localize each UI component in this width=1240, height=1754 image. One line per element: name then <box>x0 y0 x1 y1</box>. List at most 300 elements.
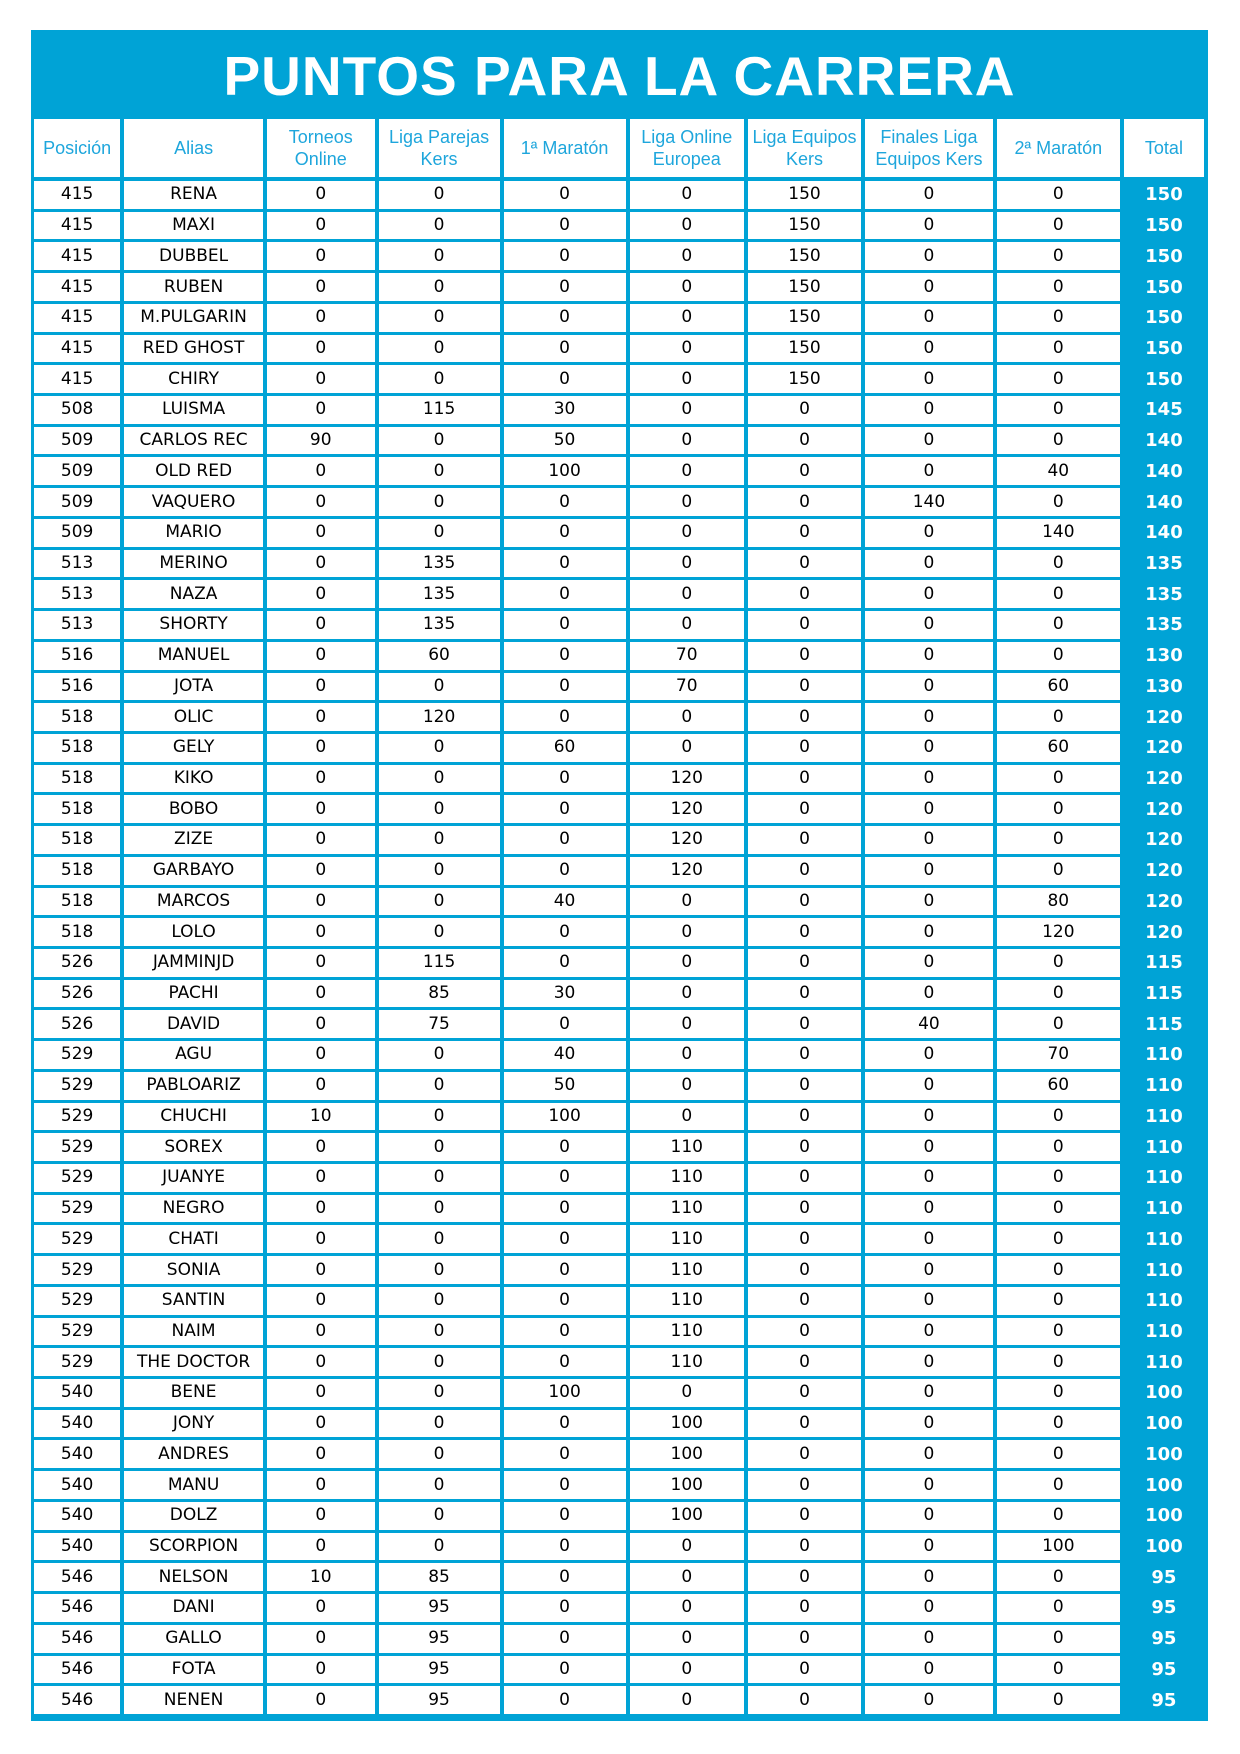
cell-alias: MANUEL <box>120 642 263 673</box>
cell-alias: NENEN <box>120 1686 263 1717</box>
cell-finales-liga-equipos-kers: 0 <box>861 396 993 427</box>
cell-alias: VAQUERO <box>120 488 263 519</box>
col-header-liga-equipos-kers: Liga Equipos Kers <box>744 119 861 181</box>
cell-posicion: 529 <box>34 1072 120 1103</box>
cell-alias: MARIO <box>120 519 263 550</box>
cell-maraton-1: 50 <box>500 427 626 458</box>
table-row <box>34 734 1204 765</box>
table-row <box>34 980 1204 1011</box>
cell-liga-online-europea: 0 <box>626 1010 744 1041</box>
cell-torneos-online: 0 <box>263 1164 375 1195</box>
cell-liga-equipos-kers: 0 <box>744 580 861 611</box>
cell-torneos-online: 0 <box>263 1010 375 1041</box>
cell-liga-parejas-kers: 0 <box>375 488 500 519</box>
cell-posicion: 516 <box>34 642 120 673</box>
cell-liga-parejas-kers: 95 <box>375 1656 500 1687</box>
cell-finales-liga-equipos-kers: 0 <box>861 1471 993 1502</box>
cell-liga-equipos-kers: 0 <box>744 519 861 550</box>
cell-torneos-online: 0 <box>263 949 375 980</box>
cell-finales-liga-equipos-kers: 0 <box>861 1379 993 1410</box>
cell-alias: BOBO <box>120 795 263 826</box>
table-row <box>34 1594 1204 1625</box>
table-row <box>34 181 1204 212</box>
table-row <box>34 519 1204 550</box>
cell-liga-online-europea: 0 <box>626 550 744 581</box>
cell-liga-parejas-kers: 0 <box>375 765 500 796</box>
cell-total: 135 <box>1120 580 1204 611</box>
table-row <box>34 703 1204 734</box>
cell-liga-equipos-kers: 0 <box>744 1318 861 1349</box>
cell-maraton-1: 0 <box>500 550 626 581</box>
cell-torneos-online: 0 <box>263 888 375 919</box>
cell-torneos-online: 0 <box>263 826 375 857</box>
cell-maraton-1: 0 <box>500 949 626 980</box>
cell-maraton-1: 30 <box>500 980 626 1011</box>
cell-torneos-online: 0 <box>263 1502 375 1533</box>
cell-finales-liga-equipos-kers: 0 <box>861 1686 993 1717</box>
cell-alias: MERINO <box>120 550 263 581</box>
cell-liga-equipos-kers: 0 <box>744 1103 861 1134</box>
cell-liga-equipos-kers: 0 <box>744 1072 861 1103</box>
cell-liga-equipos-kers: 0 <box>744 673 861 704</box>
cell-liga-equipos-kers: 0 <box>744 703 861 734</box>
cell-finales-liga-equipos-kers: 0 <box>861 1533 993 1564</box>
cell-alias: SOREX <box>120 1133 263 1164</box>
cell-maraton-2: 0 <box>993 427 1120 458</box>
cell-alias: SONIA <box>120 1256 263 1287</box>
cell-finales-liga-equipos-kers: 0 <box>861 580 993 611</box>
cell-liga-equipos-kers: 0 <box>744 427 861 458</box>
cell-liga-parejas-kers: 120 <box>375 703 500 734</box>
cell-liga-parejas-kers: 0 <box>375 1471 500 1502</box>
cell-total: 135 <box>1120 550 1204 581</box>
cell-posicion: 509 <box>34 427 120 458</box>
cell-liga-equipos-kers: 150 <box>744 335 861 366</box>
cell-alias: RED GHOST <box>120 335 263 366</box>
cell-liga-online-europea: 0 <box>626 519 744 550</box>
cell-finales-liga-equipos-kers: 0 <box>861 550 993 581</box>
cell-maraton-2: 0 <box>993 396 1120 427</box>
cell-liga-online-europea: 0 <box>626 1533 744 1564</box>
cell-total: 110 <box>1120 1225 1204 1256</box>
cell-maraton-2: 0 <box>993 1410 1120 1441</box>
cell-posicion: 526 <box>34 980 120 1011</box>
table-row <box>34 335 1204 366</box>
cell-liga-equipos-kers: 0 <box>744 1533 861 1564</box>
cell-total: 150 <box>1120 181 1204 212</box>
cell-liga-parejas-kers: 0 <box>375 1164 500 1195</box>
cell-total: 115 <box>1120 980 1204 1011</box>
cell-maraton-2: 140 <box>993 519 1120 550</box>
cell-maraton-1: 0 <box>500 1225 626 1256</box>
cell-total: 110 <box>1120 1348 1204 1379</box>
cell-finales-liga-equipos-kers: 0 <box>861 1287 993 1318</box>
table-row <box>34 1348 1204 1379</box>
cell-liga-parejas-kers: 0 <box>375 795 500 826</box>
cell-finales-liga-equipos-kers: 0 <box>861 642 993 673</box>
cell-total: 120 <box>1120 703 1204 734</box>
cell-total: 150 <box>1120 242 1204 273</box>
cell-maraton-2: 0 <box>993 642 1120 673</box>
cell-total: 110 <box>1120 1072 1204 1103</box>
cell-torneos-online: 0 <box>263 181 375 212</box>
cell-torneos-online: 0 <box>263 1379 375 1410</box>
cell-finales-liga-equipos-kers: 0 <box>861 1133 993 1164</box>
cell-maraton-2: 0 <box>993 611 1120 642</box>
cell-total: 95 <box>1120 1625 1204 1656</box>
cell-finales-liga-equipos-kers: 0 <box>861 242 993 273</box>
header-row <box>34 119 1204 181</box>
cell-finales-liga-equipos-kers: 0 <box>861 611 993 642</box>
cell-liga-parejas-kers: 0 <box>375 181 500 212</box>
cell-posicion: 518 <box>34 703 120 734</box>
cell-liga-equipos-kers: 0 <box>744 734 861 765</box>
cell-liga-online-europea: 0 <box>626 457 744 488</box>
cell-finales-liga-equipos-kers: 0 <box>861 918 993 949</box>
cell-posicion: 540 <box>34 1471 120 1502</box>
cell-finales-liga-equipos-kers: 0 <box>861 212 993 243</box>
cell-posicion: 529 <box>34 1195 120 1226</box>
cell-posicion: 509 <box>34 457 120 488</box>
cell-alias: JAMMINJD <box>120 949 263 980</box>
table-row <box>34 1010 1204 1041</box>
cell-liga-online-europea: 100 <box>626 1410 744 1441</box>
cell-liga-parejas-kers: 0 <box>375 826 500 857</box>
cell-torneos-online: 0 <box>263 550 375 581</box>
table-row <box>34 765 1204 796</box>
cell-total: 110 <box>1120 1133 1204 1164</box>
col-header-liga-online-europea: Liga Online Europea <box>626 119 744 181</box>
cell-torneos-online: 0 <box>263 1533 375 1564</box>
cell-liga-parejas-kers: 135 <box>375 611 500 642</box>
table-row <box>34 1195 1204 1226</box>
cell-liga-parejas-kers: 95 <box>375 1594 500 1625</box>
cell-torneos-online: 0 <box>263 1686 375 1717</box>
cell-posicion: 518 <box>34 795 120 826</box>
cell-liga-equipos-kers: 0 <box>744 1594 861 1625</box>
cell-maraton-1: 0 <box>500 365 626 396</box>
cell-liga-online-europea: 100 <box>626 1440 744 1471</box>
cell-liga-equipos-kers: 0 <box>744 611 861 642</box>
cell-maraton-1: 0 <box>500 1348 626 1379</box>
cell-liga-equipos-kers: 150 <box>744 273 861 304</box>
col-header-liga-parejas-kers: Liga Parejas Kers <box>375 119 500 181</box>
cell-torneos-online: 0 <box>263 396 375 427</box>
cell-posicion: 529 <box>34 1348 120 1379</box>
table-row <box>34 642 1204 673</box>
cell-maraton-1: 0 <box>500 181 626 212</box>
cell-torneos-online: 0 <box>263 1440 375 1471</box>
cell-liga-online-europea: 100 <box>626 1502 744 1533</box>
table-row <box>34 1225 1204 1256</box>
cell-total: 150 <box>1120 365 1204 396</box>
cell-liga-equipos-kers: 0 <box>744 1348 861 1379</box>
cell-maraton-2: 60 <box>993 734 1120 765</box>
cell-torneos-online: 0 <box>263 673 375 704</box>
cell-maraton-1: 0 <box>500 857 626 888</box>
table-row <box>34 212 1204 243</box>
cell-maraton-2: 0 <box>993 1563 1120 1594</box>
cell-finales-liga-equipos-kers: 0 <box>861 304 993 335</box>
cell-liga-equipos-kers: 0 <box>744 857 861 888</box>
cell-liga-equipos-kers: 0 <box>744 949 861 980</box>
cell-liga-online-europea: 70 <box>626 673 744 704</box>
cell-maraton-2: 0 <box>993 1256 1120 1287</box>
cell-posicion: 513 <box>34 580 120 611</box>
table-row <box>34 795 1204 826</box>
cell-maraton-2: 0 <box>993 1287 1120 1318</box>
cell-liga-online-europea: 100 <box>626 1471 744 1502</box>
cell-torneos-online: 0 <box>263 1656 375 1687</box>
cell-total: 140 <box>1120 519 1204 550</box>
cell-maraton-2: 0 <box>993 550 1120 581</box>
cell-maraton-1: 0 <box>500 1410 626 1441</box>
cell-alias: CHATI <box>120 1225 263 1256</box>
cell-torneos-online: 0 <box>263 519 375 550</box>
cell-total: 120 <box>1120 765 1204 796</box>
cell-maraton-2: 0 <box>993 488 1120 519</box>
cell-posicion: 509 <box>34 488 120 519</box>
cell-liga-parejas-kers: 115 <box>375 949 500 980</box>
cell-maraton-2: 0 <box>993 1164 1120 1195</box>
cell-liga-equipos-kers: 0 <box>744 1010 861 1041</box>
cell-liga-parejas-kers: 115 <box>375 396 500 427</box>
cell-finales-liga-equipos-kers: 0 <box>861 1348 993 1379</box>
cell-total: 110 <box>1120 1287 1204 1318</box>
cell-torneos-online: 0 <box>263 580 375 611</box>
cell-alias: FOTA <box>120 1656 263 1687</box>
cell-liga-online-europea: 110 <box>626 1348 744 1379</box>
cell-liga-parejas-kers: 0 <box>375 888 500 919</box>
cell-liga-online-europea: 110 <box>626 1133 744 1164</box>
cell-liga-parejas-kers: 85 <box>375 980 500 1011</box>
cell-liga-parejas-kers: 95 <box>375 1625 500 1656</box>
cell-total: 95 <box>1120 1563 1204 1594</box>
cell-liga-equipos-kers: 0 <box>744 1041 861 1072</box>
cell-maraton-2: 0 <box>993 1656 1120 1687</box>
cell-liga-equipos-kers: 150 <box>744 242 861 273</box>
cell-maraton-1: 0 <box>500 1287 626 1318</box>
table-row <box>34 396 1204 427</box>
cell-alias: CARLOS REC <box>120 427 263 458</box>
cell-liga-parejas-kers: 0 <box>375 1410 500 1441</box>
cell-maraton-1: 0 <box>500 1133 626 1164</box>
table-row <box>34 1379 1204 1410</box>
cell-liga-parejas-kers: 60 <box>375 642 500 673</box>
cell-alias: CHUCHI <box>120 1103 263 1134</box>
cell-liga-parejas-kers: 0 <box>375 1379 500 1410</box>
cell-liga-equipos-kers: 0 <box>744 765 861 796</box>
cell-alias: MAXI <box>120 212 263 243</box>
cell-liga-online-europea: 120 <box>626 857 744 888</box>
cell-total: 95 <box>1120 1656 1204 1687</box>
table-row <box>34 1533 1204 1564</box>
table-row <box>34 1563 1204 1594</box>
cell-alias: MANU <box>120 1471 263 1502</box>
cell-liga-parejas-kers: 0 <box>375 1533 500 1564</box>
cell-liga-online-europea: 0 <box>626 1686 744 1717</box>
cell-liga-parejas-kers: 0 <box>375 1103 500 1134</box>
cell-liga-equipos-kers: 0 <box>744 1502 861 1533</box>
cell-liga-parejas-kers: 135 <box>375 550 500 581</box>
cell-posicion: 526 <box>34 1010 120 1041</box>
cell-alias: JOTA <box>120 673 263 704</box>
cell-total: 100 <box>1120 1533 1204 1564</box>
page-title: PUNTOS PARA LA CARRERA <box>223 45 1016 107</box>
col-header-posicion: Posición <box>34 119 120 181</box>
col-header-finales-liga-equipos-kers: Finales Liga Equipos Kers <box>861 119 993 181</box>
col-header-maraton-2: 2ª Maratón <box>993 119 1120 181</box>
cell-finales-liga-equipos-kers: 0 <box>861 1594 993 1625</box>
cell-maraton-2: 0 <box>993 1379 1120 1410</box>
cell-liga-equipos-kers: 0 <box>744 1656 861 1687</box>
cell-posicion: 518 <box>34 888 120 919</box>
cell-finales-liga-equipos-kers: 0 <box>861 335 993 366</box>
cell-maraton-2: 0 <box>993 365 1120 396</box>
cell-total: 120 <box>1120 826 1204 857</box>
cell-liga-equipos-kers: 0 <box>744 550 861 581</box>
cell-maraton-2: 0 <box>993 949 1120 980</box>
cell-maraton-2: 0 <box>993 795 1120 826</box>
cell-liga-parejas-kers: 0 <box>375 457 500 488</box>
cell-posicion: 546 <box>34 1656 120 1687</box>
cell-posicion: 540 <box>34 1379 120 1410</box>
cell-liga-online-europea: 110 <box>626 1225 744 1256</box>
cell-alias: AGU <box>120 1041 263 1072</box>
cell-posicion: 529 <box>34 1225 120 1256</box>
cell-finales-liga-equipos-kers: 0 <box>861 273 993 304</box>
cell-posicion: 518 <box>34 826 120 857</box>
cell-maraton-2: 120 <box>993 918 1120 949</box>
cell-liga-equipos-kers: 0 <box>744 1287 861 1318</box>
cell-liga-equipos-kers: 0 <box>744 1164 861 1195</box>
table-row <box>34 1103 1204 1134</box>
cell-liga-parejas-kers: 135 <box>375 580 500 611</box>
cell-total: 130 <box>1120 673 1204 704</box>
cell-finales-liga-equipos-kers: 0 <box>861 457 993 488</box>
cell-alias: JONY <box>120 1410 263 1441</box>
cell-maraton-1: 0 <box>500 273 626 304</box>
cell-maraton-2: 0 <box>993 1133 1120 1164</box>
cell-liga-parejas-kers: 75 <box>375 1010 500 1041</box>
cell-maraton-2: 0 <box>993 703 1120 734</box>
cell-alias: LOLO <box>120 918 263 949</box>
table-row <box>34 1164 1204 1195</box>
cell-total: 120 <box>1120 734 1204 765</box>
table-row <box>34 826 1204 857</box>
cell-torneos-online: 0 <box>263 1041 375 1072</box>
cell-maraton-1: 100 <box>500 1103 626 1134</box>
cell-maraton-2: 0 <box>993 273 1120 304</box>
cell-maraton-1: 0 <box>500 212 626 243</box>
cell-liga-equipos-kers: 0 <box>744 1256 861 1287</box>
cell-maraton-2: 60 <box>993 673 1120 704</box>
table-row <box>34 427 1204 458</box>
cell-alias: DUBBEL <box>120 242 263 273</box>
cell-torneos-online: 10 <box>263 1103 375 1134</box>
cell-maraton-2: 0 <box>993 1686 1120 1717</box>
cell-torneos-online: 0 <box>263 1625 375 1656</box>
cell-finales-liga-equipos-kers: 0 <box>861 949 993 980</box>
cell-liga-parejas-kers: 0 <box>375 1287 500 1318</box>
cell-maraton-1: 0 <box>500 1656 626 1687</box>
cell-maraton-1: 0 <box>500 795 626 826</box>
cell-maraton-2: 40 <box>993 457 1120 488</box>
cell-maraton-1: 0 <box>500 335 626 366</box>
cell-alias: SANTIN <box>120 1287 263 1318</box>
table-row <box>34 1656 1204 1687</box>
table-row <box>34 1440 1204 1471</box>
cell-total: 100 <box>1120 1471 1204 1502</box>
cell-alias: NEGRO <box>120 1195 263 1226</box>
cell-torneos-online: 0 <box>263 488 375 519</box>
cell-maraton-1: 0 <box>500 611 626 642</box>
cell-torneos-online: 90 <box>263 427 375 458</box>
cell-posicion: 546 <box>34 1563 120 1594</box>
cell-liga-equipos-kers: 0 <box>744 795 861 826</box>
cell-liga-parejas-kers: 0 <box>375 1195 500 1226</box>
table-row <box>34 1072 1204 1103</box>
cell-maraton-1: 0 <box>500 1440 626 1471</box>
table-row <box>34 1133 1204 1164</box>
cell-liga-online-europea: 0 <box>626 918 744 949</box>
cell-liga-online-europea: 0 <box>626 488 744 519</box>
cell-liga-parejas-kers: 0 <box>375 1348 500 1379</box>
cell-posicion: 540 <box>34 1502 120 1533</box>
table-row <box>34 488 1204 519</box>
cell-maraton-1: 30 <box>500 396 626 427</box>
cell-liga-equipos-kers: 0 <box>744 396 861 427</box>
cell-liga-parejas-kers: 0 <box>375 1133 500 1164</box>
cell-maraton-1: 0 <box>500 918 626 949</box>
cell-posicion: 529 <box>34 1041 120 1072</box>
cell-torneos-online: 0 <box>263 795 375 826</box>
table-row <box>34 857 1204 888</box>
cell-finales-liga-equipos-kers: 0 <box>861 427 993 458</box>
cell-finales-liga-equipos-kers: 0 <box>861 1502 993 1533</box>
cell-total: 110 <box>1120 1041 1204 1072</box>
cell-finales-liga-equipos-kers: 0 <box>861 1318 993 1349</box>
cell-finales-liga-equipos-kers: 0 <box>861 1256 993 1287</box>
cell-total: 140 <box>1120 427 1204 458</box>
cell-finales-liga-equipos-kers: 0 <box>861 1225 993 1256</box>
cell-liga-online-europea: 0 <box>626 734 744 765</box>
cell-posicion: 415 <box>34 273 120 304</box>
cell-maraton-2: 0 <box>993 335 1120 366</box>
cell-maraton-2: 0 <box>993 212 1120 243</box>
cell-total: 120 <box>1120 888 1204 919</box>
cell-liga-online-europea: 0 <box>626 580 744 611</box>
cell-torneos-online: 0 <box>263 765 375 796</box>
cell-alias: JUANYE <box>120 1164 263 1195</box>
cell-maraton-1: 0 <box>500 642 626 673</box>
points-table <box>34 119 1204 1717</box>
table-row <box>34 273 1204 304</box>
cell-liga-online-europea: 0 <box>626 335 744 366</box>
cell-alias: GARBAYO <box>120 857 263 888</box>
cell-liga-equipos-kers: 0 <box>744 1133 861 1164</box>
cell-posicion: 546 <box>34 1594 120 1625</box>
cell-maraton-1: 0 <box>500 304 626 335</box>
cell-maraton-2: 0 <box>993 242 1120 273</box>
cell-maraton-1: 40 <box>500 888 626 919</box>
cell-maraton-2: 0 <box>993 1010 1120 1041</box>
cell-liga-online-europea: 110 <box>626 1256 744 1287</box>
cell-liga-parejas-kers: 0 <box>375 335 500 366</box>
cell-total: 100 <box>1120 1410 1204 1441</box>
cell-finales-liga-equipos-kers: 0 <box>861 673 993 704</box>
cell-alias: PABLOARIZ <box>120 1072 263 1103</box>
